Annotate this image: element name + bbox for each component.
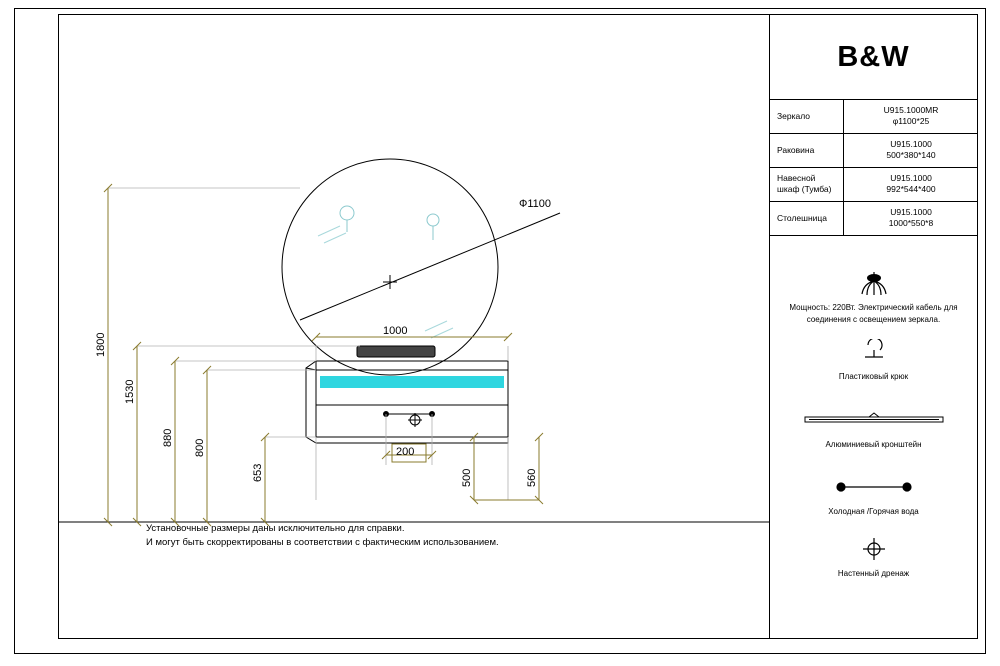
spec-size: 1000*550*8 (888, 218, 934, 229)
dim-height-560: 560 (526, 468, 538, 487)
brand-logo (769, 15, 978, 100)
spec-name: Навесной шкаф (Тумба) (769, 167, 844, 201)
dim-height-1530: 1530 (124, 379, 136, 404)
dim-height-880: 880 (162, 428, 174, 447)
wall-drain-icon (769, 534, 978, 564)
spec-size: φ1100*25 (892, 116, 930, 127)
legend (769, 250, 978, 580)
legend-caption: Мощность: 220Вт. Электрический кабель для соединения с освещением зеркала. (789, 303, 958, 324)
table-row (769, 201, 978, 235)
spec-model: U915.1000 (890, 138, 932, 149)
spec-model: U915.1000 (890, 172, 932, 183)
dim-height-1800: 1800 (95, 332, 107, 357)
water-supply-icon (769, 472, 978, 502)
dim-width-200: 200 (396, 446, 415, 458)
spec-name: Зеркало (769, 100, 844, 133)
legend-item-bracket (769, 405, 978, 451)
led-strip (320, 376, 504, 388)
spec-value (844, 201, 979, 235)
extension-lines (108, 188, 508, 500)
power-cable-icon (769, 268, 978, 298)
dim-mirror-diameter: Ф1100 (519, 198, 552, 210)
spec-model: U915.1000MR (883, 105, 939, 115)
table-row (769, 100, 978, 133)
spec-size: 992*544*400 (886, 184, 936, 195)
table-row (769, 167, 978, 201)
drain-symbol (408, 413, 422, 427)
note-line-1: Установочные размеры даны исключительно для справки. (146, 523, 405, 534)
spec-size: 500*380*140 (886, 150, 936, 161)
spec-model: U915.1000 (890, 206, 932, 217)
dim-height-653: 653 (252, 463, 264, 482)
legend-item-power (769, 268, 978, 325)
spec-value (844, 100, 979, 133)
legend-caption: Алюминиевый кронштейн (825, 439, 922, 449)
dimension-arrows (104, 184, 269, 526)
cabinet-knobs (384, 412, 435, 417)
table-row (769, 133, 978, 167)
legend-item-drain (769, 534, 978, 580)
dim-height-800: 800 (194, 438, 206, 457)
plastic-hook-icon (769, 337, 978, 367)
vertical-dimension-lines (108, 188, 539, 522)
spec-value (844, 167, 979, 201)
aluminium-bracket-icon (769, 405, 978, 435)
spec-value (844, 133, 979, 167)
legend-caption: Настенный дренаж (837, 568, 910, 578)
note-line-2: И могут быть скорректированы в соответствии с фактическим использованием. (146, 537, 499, 548)
diameter-leader (300, 213, 560, 320)
legend-item-water (769, 472, 978, 518)
brand-name: B&W (837, 40, 910, 73)
dim-height-500: 500 (461, 468, 473, 487)
legend-caption: Холодная /Горячая вода (828, 507, 919, 517)
spec-name: Раковина (769, 133, 844, 167)
dim-cabinet-width: 1000 (383, 325, 408, 337)
legend-item-hook (769, 337, 978, 383)
spec-table (769, 100, 978, 236)
spec-name: Столешница (769, 201, 844, 235)
legend-caption: Пластиковый крюк (838, 372, 909, 382)
width-dimension-1000 (312, 333, 512, 341)
basin (357, 346, 435, 357)
mirror-circle (282, 159, 498, 375)
